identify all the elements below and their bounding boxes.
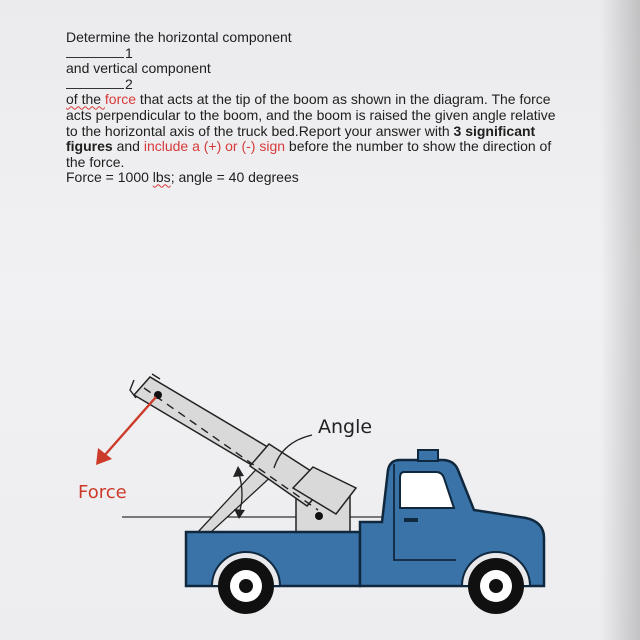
rear-wheel-hub [239, 579, 253, 593]
paragraph-line-3 [66, 124, 616, 140]
paragraph-line-3-text: to the horizontal axis of the truck bed.Report your answer with [66, 122, 454, 139]
force-highlight: force [104, 91, 137, 108]
front-wheel-hub [489, 579, 503, 593]
answer-blank-2[interactable] [66, 77, 124, 89]
angle-arrowhead-top [233, 466, 244, 477]
question-line-2: and vertical component [66, 60, 211, 77]
blank-2-number: 2 [125, 75, 133, 92]
and-word: and [112, 138, 144, 155]
paragraph-line-4-end: before the number to show the direction of [285, 138, 552, 155]
paragraph-line-4 [66, 139, 616, 155]
sig-figs-bold: 3 significant [453, 122, 536, 139]
of-the-text: of the [66, 91, 105, 108]
question-text [66, 30, 616, 186]
sign-instruction: include a (+) or (-) sign [143, 138, 286, 155]
given-values [66, 170, 616, 186]
angle-label: Angle [318, 416, 373, 438]
door-handle [404, 518, 418, 522]
roof-light [418, 450, 438, 461]
question-line-1: Determine the horizontal component [66, 29, 292, 45]
answer-blank-1[interactable] [66, 46, 124, 58]
given-force: Force = 1000 [66, 169, 153, 186]
answer-blank-1-row [66, 46, 616, 62]
figures-bold: figures [66, 138, 113, 155]
answer-blank-2-row [66, 77, 616, 93]
force-label: Force [78, 482, 127, 503]
given-angle: ; angle = 40 degrees [170, 169, 299, 186]
blank-1-number: 1 [125, 44, 133, 61]
paragraph-line-1 [66, 92, 616, 108]
paragraph-line-2: acts perpendicular to the boom, and the boom is raised the given angle relative [66, 106, 556, 123]
given-unit: lbs [152, 169, 171, 186]
paragraph-line-5: the force. [66, 153, 125, 170]
tow-truck-diagram [60, 360, 620, 640]
boom-pivot-pin [315, 512, 323, 520]
force-arrow-line [104, 397, 156, 456]
paragraph-line-1-rest: that acts at the tip of the boom as shown in the diagram. The force [136, 91, 551, 108]
